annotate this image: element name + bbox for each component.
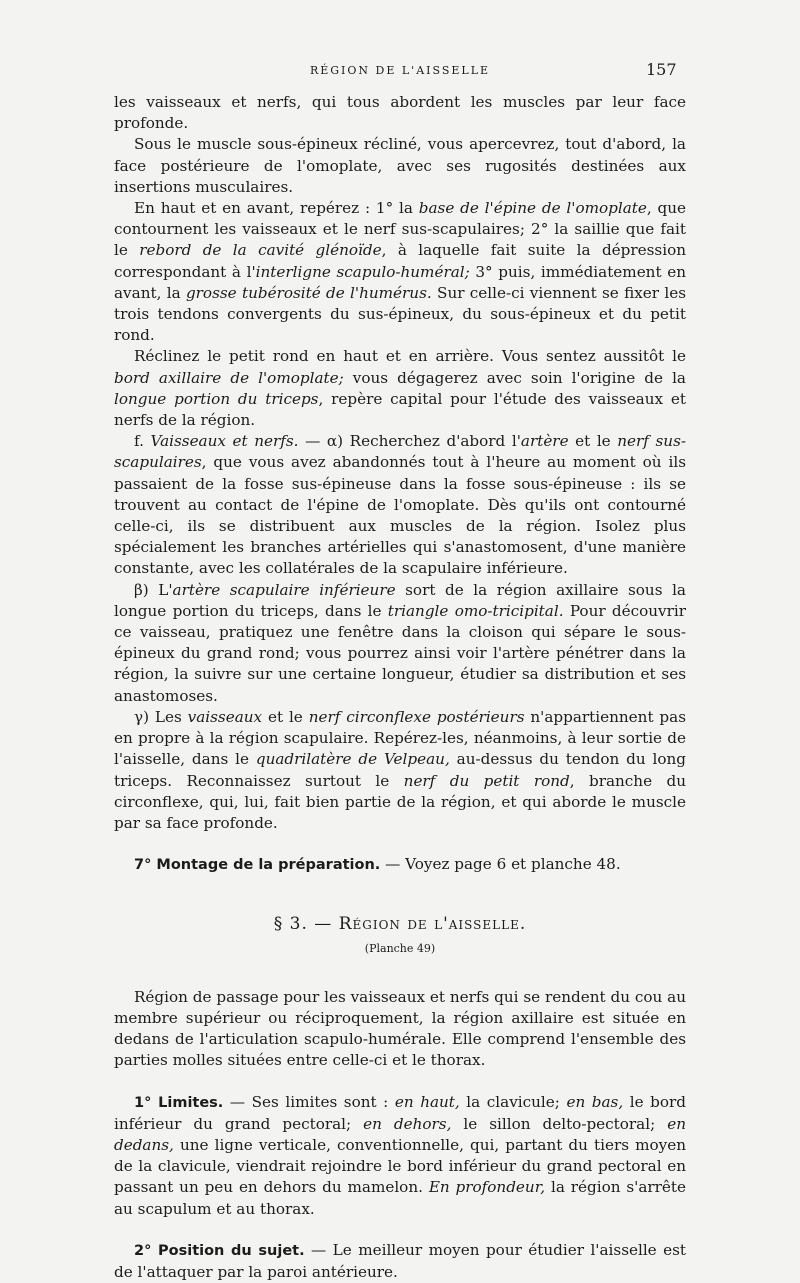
- paragraph: 1° Limites. — Ses limites sont : en haut, la clavicule; en bas, le bord inférieur du grand pectoral; en dehors, le sillon delto-pectoral; en dedans, une ligne verticale, conventionnelle, qui, partant du tiers moyen de la clavicule, viendrait rejoindre le bord inférieur du grand pectoral en passant un peu en dehors du mamelon. En profondeur, la région s'arrête au scapulum et au thorax.: [114, 1092, 687, 1218]
- paragraph: 7° Montage de la préparation. — Voyez page 6 et planche 48.: [134, 855, 621, 874]
- paragraph: En haut et en avant, repérez : 1° la base de l'épine de l'omoplate, que contournent les vaisseaux et le nerf sus-scapulaires; 2° la saillie que fait le rebord de la cavité glénoïde, à laquelle fait suite la dépression correspondant à l'interligne scapulo-huméral; 3° puis, immédiatement en avant, la grosse tubérosité de l'humérus. Sur celle-ci viennent se fixer les trois tendons convergents du sus-épineux, du sous-épineux et du petit rond.: [114, 199, 687, 345]
- paragraph: 2° Position du sujet. — Le meilleur moyen pour étudier l'aisselle est de l'attaquer par la paroi antérieure.: [114, 1240, 687, 1281]
- paragraph: Réclinez le petit rond en haut et en arrière. Vous sentez aussitôt le bord axillaire de l'omoplate; vous dégagerez avec soin l'origine de la longue portion du triceps, repère capital pour l'étude des vaisseaux et nerfs de la région.: [114, 347, 686, 430]
- paragraph: f. Vaisseaux et nerfs. — α) Recherchez d'abord l'artère et le nerf sus-scapulaires, que vous avez abandonnés tout à l'heure au moment où ils passaient de la fosse sus-épineuse dans la fosse sous-épineuse : ils se trouvent au contact de l'épine de l'omoplate. Dès qu'ils ont contourné celle-ci, ils se distribuent aux muscles de la région. Isolez plus spécialement les branches artérielles qui s'anastomosent, d'une manière constante, avec les collatérales de la scapulaire inférieure.: [114, 432, 687, 578]
- body-text: [114, 92, 686, 1283]
- section-title: § 3. — Région de l'aisselle.: [273, 914, 527, 935]
- page-number: 157: [646, 60, 677, 79]
- paragraph: Région de passage pour les vaisseaux et nerfs qui se rendent du cou au membre supérieur ou réciproquement, la région axillaire est située en dedans de l'articulation scapulo-humérale. Elle comprend l'ensemble des parties molles situées entre celle-ci et le thorax.: [114, 987, 686, 1070]
- running-title: RÉGION DE L'AISSELLE: [309, 64, 491, 77]
- paragraph-heading: 7° Montage de la préparation.: [134, 857, 381, 874]
- paragraph: γ) Les vaisseaux et le nerf circonflexe postérieurs n'appartiennent pas en propre à la région scapulaire. Repérez-les, néanmoins, à leur sortie de l'aisselle, dans le quadrilatère de Velpeau, au-dessus du tendon du long triceps. Reconnaissez surtout le nerf du petit rond, branche du circonflexe, qui, lui, fait bien partie de la région, et qui aborde le muscle par sa face profonde.: [114, 707, 687, 832]
- paragraph: β) L'artère scapulaire inférieure sort de la région axillaire sous la longue portion du triceps, dans le triangle omo-tricipital. Pour découvrir ce vaisseau, pratiquez une fenêtre dans la cloison qui sépare le sous-épineux du grand rond; vous pourrez ainsi voir l'artère pénétrer dans la région, la suivre sur une certaine longueur, étudier sa distribution et ses anastomoses.: [114, 580, 686, 705]
- paragraph-heading: 2° Position du sujet.: [134, 1242, 305, 1259]
- paragraph-heading: 1° Limites.: [134, 1094, 224, 1111]
- plate-reference: (Planche 49): [364, 941, 436, 955]
- paragraph: Sous le muscle sous-épineux récliné, vous apercevrez, tout d'abord, la face postérieure de l'omoplate, avec ses rugosités destinées aux insertions musculaires.: [114, 135, 686, 196]
- paragraph: les vaisseaux et nerfs, qui tous abordent les muscles par leur face profonde.: [114, 93, 686, 133]
